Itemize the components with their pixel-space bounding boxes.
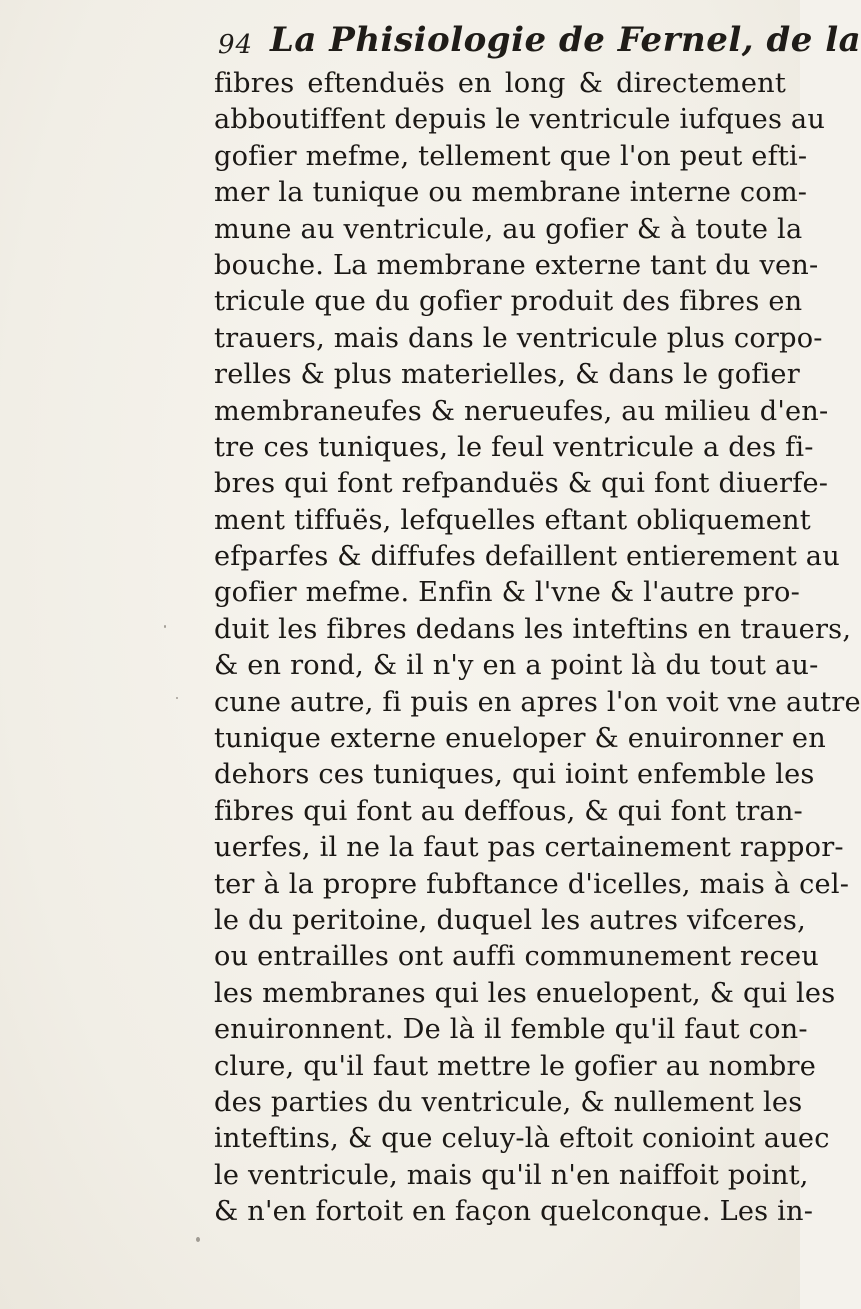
paper-speck [164,625,166,628]
text-line: abboutiffent depuis le ventricule iufques au [214,104,826,136]
text-line: efparfes & diffufes defaillent entierement au [214,541,840,573]
text-line: ment tiffuës, lefquelles eftant obliquement [214,504,811,536]
text-line: le ventricule, mais qu'il n'en naiffoit point, [214,1159,809,1191]
text-line: & en rond, & il n'y en a point là du tout au- [214,650,819,682]
text-line: duit les fibres dedans les inteftins en trauers, [214,613,852,645]
text-line: clure, qu'il faut mettre le gofier au nombre [214,1050,817,1082]
text-line: bouche. La membrane externe tant du ven- [214,249,819,281]
body-text [214,66,861,1231]
paper-speck [176,697,178,699]
text-line: relles & plus materielles, & dans le gofier [214,359,800,391]
text-line: inteftins, & que celuy-là eftoit conioint auec [214,1123,830,1155]
text-line: cune autre, fi puis en apres l'on voit vne autre [214,686,861,718]
text-line: mer la tunique ou membrane interne com- [214,177,808,209]
text-line: trauers, mais dans le ventricule plus corpo- [214,322,823,354]
paper-speck [196,1237,200,1242]
text-line: dehors ces tuniques, qui ioint enfemble les [214,759,815,791]
text-line: membraneufes & nerueufes, au milieu d'en- [214,395,829,427]
text-line: fibres qui font au deffous, & qui font tran- [214,795,803,827]
text-line: tricule que du gofier produit des fibres en [214,286,803,318]
text-line: des parties du ventricule, & nullement les [214,1086,803,1118]
text-line: mune au ventricule, au gofier & à toute la [214,213,803,245]
running-title: La Phisiologie de Fernel, de la [270,20,861,60]
text-line: tunique externe enueloper & enuironner en [214,723,826,755]
page-number: 94 [218,30,254,60]
page-header [218,14,861,66]
text-line: & n'en fortoit en façon quelconque. Les in- [214,1196,814,1228]
text-line: bres qui font refpanduës & qui font diuerfe- [214,468,829,500]
text-line: ter à la propre fubftance d'icelles, mais à cel- [214,868,850,900]
text-line: gofier mefme. Enfin & l'vne & l'autre pro- [214,577,800,609]
text-line: fibres eftenduës en long & directement [214,68,786,99]
text-line: tre ces tuniques, le feul ventricule a des fi- [214,431,814,463]
text-line: uerfes, il ne la faut pas certainement rappor- [214,832,844,864]
text-line: gofier mefme, tellement que l'on peut efti- [214,140,808,172]
text-line: les membranes qui les enuelopent, & qui les [214,977,836,1009]
text-line: ou entrailles ont auffi communement receu [214,941,819,973]
text-line: enuironnent. De là il femble qu'il faut con- [214,1014,808,1046]
text-line: le du peritoine, duquel les autres vifceres, [214,904,806,936]
